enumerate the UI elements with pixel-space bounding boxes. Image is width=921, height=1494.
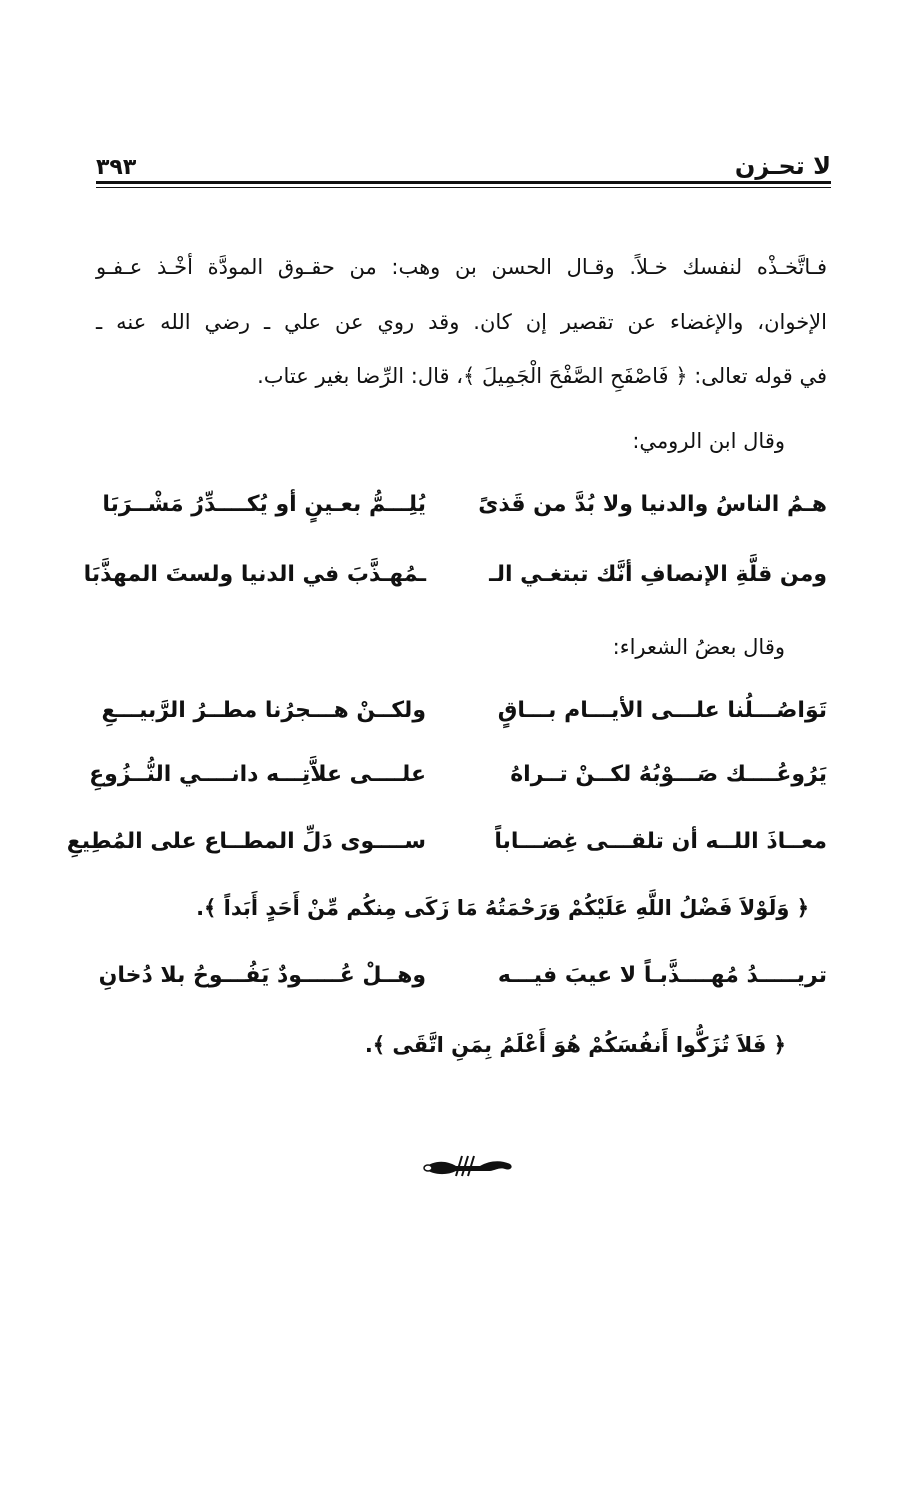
paragraph-line-1: فـاتَّخـذْه لنفسك خـلاً. وقـال الحسن بن وهب: من حقـوق المودَّة أخْـذ عـفـو [96, 255, 827, 279]
hemistich-second: علــــى علاَّتِـــه دانــــي النُّــزُوعِ [89, 762, 426, 787]
poet-intro-ibn-rumi: وقال ابن الرومي: [632, 429, 785, 453]
hemistich-second: وهــلْ عُـــــودٌ يَفُـــوحُ بلا دُخانِ [98, 963, 426, 988]
page-number: ٣٩٣ [96, 155, 137, 180]
couplet-2 [83, 562, 827, 596]
quran-verse-1: ﴿ وَلَوْلاَ فَضْلُ اللَّهِ عَلَيْكُمْ وَرَحْمَتُهُ مَا زَكَى مِنكُم مِّنْ أَحَدٍ أَبَداً ﴾. [196, 896, 809, 920]
paragraph-line-3: في قوله تعالى: ﴿ فَاصْفَحِ الصَّفْحَ الْجَمِيلَ ﴾، قال: الرِّضا بغير عتاب. [257, 364, 827, 388]
header-rule-thin [96, 187, 831, 188]
hemistich-first: معــاذَ اللــه أن تلقـــى غِضـــاباً [494, 829, 827, 854]
paragraph-line-2: الإخوان، والإغضاء عن تقصير إن كان. وقد روي عن علي ـ رضي الله عنه ـ [96, 310, 827, 334]
poet-intro-some-poets: وقال بعضُ الشعراء: [612, 635, 785, 659]
couplet-3 [96, 698, 827, 732]
couplet-5 [66, 829, 827, 863]
couplet-4 [89, 762, 827, 796]
couplet-1 [96, 492, 827, 526]
hemistich-first: هـمُ الناسُ والدنيا ولا بُدَّ من قَذىً [478, 492, 827, 517]
end-flourish-icon [420, 1150, 516, 1180]
hemistich-first: ومن قلَّةِ الإنصافِ أنَّك تبتغـي الـ [489, 562, 827, 587]
hemistich-first: تريـــــدُ مُهــــذَّبـاً لا عيبَ فيـــه [497, 963, 827, 988]
hemistich-second: يُلِـــمُّ بعـينٍ أو يُكــــدِّرُ مَشْــرَبَا [102, 492, 426, 517]
hemistich-second: ســــوى دَلِّ المطــاع على المُطِيعِ [66, 829, 426, 854]
running-title: لا تحـزن [734, 152, 831, 180]
header-rule-thick [96, 181, 831, 184]
hemistich-second: ـمُهـذَّبَ في الدنيا ولستَ المهذَّبَا [83, 562, 426, 587]
quran-verse-2: ﴿ فَلاَ تُزَكُّوا أَنفُسَكُمْ هُوَ أَعْلَمُ بِمَنِ اتَّقَى ﴾. [364, 1033, 786, 1057]
hemistich-first: يَرُوعُــــك صَـــوْبُهُ لكــنْ تــراهُ [510, 762, 827, 787]
hemistich-second: ولكــنْ هـــجرُنا مطــرُ الرَّبيـــعِ [101, 698, 426, 723]
couplet-6 [96, 963, 827, 997]
hemistich-first: تَوَاصُـــلُنا علـــى الأيـــام بـــاقٍ [497, 698, 827, 723]
page-header [96, 150, 831, 180]
